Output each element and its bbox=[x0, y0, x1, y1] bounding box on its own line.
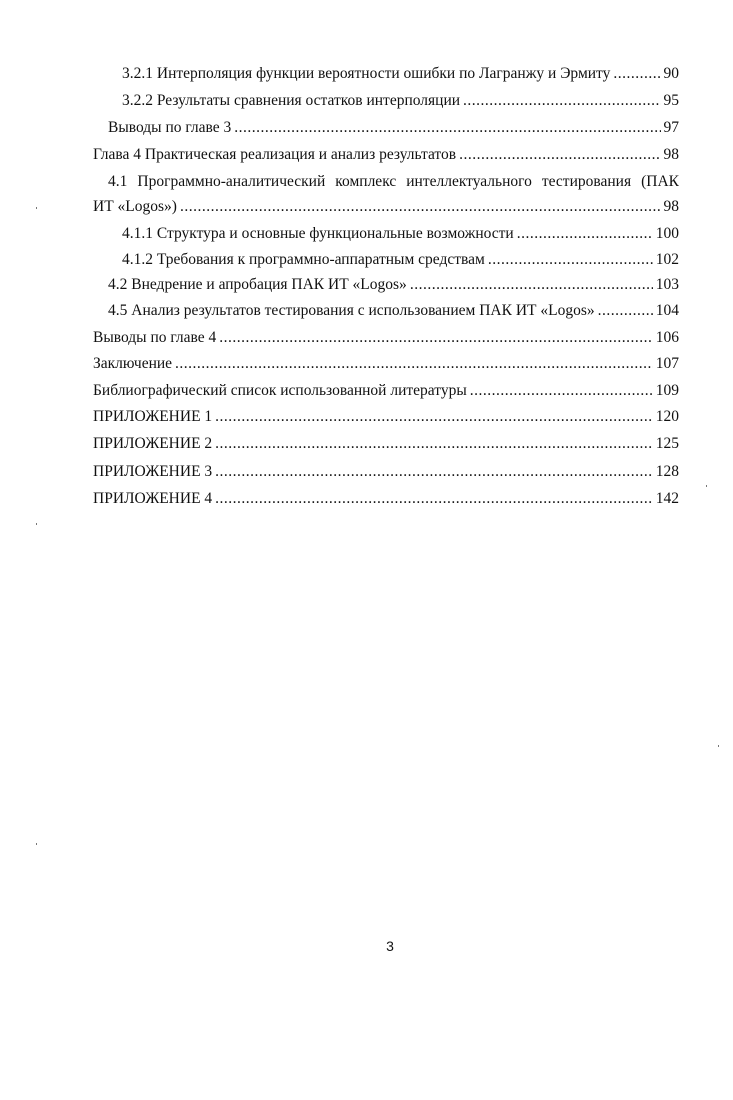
toc-entry-conclusions-chapter-4 bbox=[0, 326, 733, 350]
toc-entry-page: 98 bbox=[663, 198, 679, 215]
toc-entry-4-1-1 bbox=[0, 222, 733, 246]
toc-dot-leader bbox=[517, 222, 653, 246]
toc-dot-leader bbox=[410, 273, 653, 297]
toc-entry-4-1 bbox=[0, 195, 733, 219]
toc-entry-3-2-1 bbox=[0, 62, 733, 86]
scan-speck bbox=[36, 843, 37, 845]
toc-dot-leader bbox=[215, 487, 653, 511]
toc-entry-title: Глава 4 Практическая реализация и анализ результатов bbox=[93, 146, 457, 163]
toc-entry-title: ПРИЛОЖЕНИЕ 2 bbox=[93, 435, 213, 452]
toc-dot-leader bbox=[215, 460, 653, 484]
toc-entry-4-5 bbox=[0, 299, 733, 323]
toc-entry-page: 142 bbox=[655, 490, 679, 507]
toc-entry-title: 4.1.1 Структура и основные функциональные возможности bbox=[122, 225, 514, 242]
toc-entry-page: 109 bbox=[655, 382, 679, 399]
toc-entry-appendix-3 bbox=[0, 460, 733, 484]
scan-speck bbox=[706, 485, 707, 487]
toc-entry-appendix-4 bbox=[0, 487, 733, 511]
toc-entry-page: 103 bbox=[655, 276, 679, 293]
toc-dot-leader bbox=[463, 89, 660, 113]
toc-dot-leader bbox=[215, 432, 653, 456]
toc-entry-page: 104 bbox=[655, 302, 679, 319]
toc-entry-page: 97 bbox=[663, 119, 679, 136]
scan-speck bbox=[36, 523, 37, 525]
toc-dot-leader bbox=[459, 143, 660, 167]
toc-entry-conclusions-chapter-3 bbox=[0, 116, 733, 140]
toc-dot-leader bbox=[598, 299, 653, 323]
toc-entry-page: 90 bbox=[663, 65, 679, 82]
toc-entry-page: 102 bbox=[655, 251, 679, 268]
toc-entry-3-2-2 bbox=[0, 89, 733, 113]
scan-speck bbox=[718, 745, 719, 747]
toc-entry-chapter-4 bbox=[0, 143, 733, 167]
toc-entry-title: 4.5 Анализ результатов тестирования с использованием ПАК ИТ «Logos» bbox=[108, 302, 595, 319]
toc-entry-page: 120 bbox=[655, 408, 679, 425]
toc-entry-title: 3.2.1 Интерполяция функции вероятности ошибки по Лагранжу и Эрмиту bbox=[122, 65, 611, 82]
toc-dot-leader bbox=[613, 62, 660, 86]
toc-entry-appendix-1 bbox=[0, 405, 733, 429]
toc-entry-title: Библиографический список использованной литературы bbox=[93, 382, 467, 399]
page-number: 3 bbox=[386, 938, 394, 954]
toc-entry-title: ПРИЛОЖЕНИЕ 4 bbox=[93, 490, 213, 507]
scan-speck bbox=[36, 207, 37, 209]
toc-entry-title: ПРИЛОЖЕНИЕ 1 bbox=[93, 408, 213, 425]
toc-entry-title: Выводы по главе 4 bbox=[93, 329, 217, 346]
toc-entry-appendix-2 bbox=[0, 432, 733, 456]
toc-entry-page: 100 bbox=[655, 225, 679, 242]
toc-entry-title: Выводы по главе 3 bbox=[108, 119, 232, 136]
toc-entry-title: 4.1.2 Требования к программно-аппаратным средствам bbox=[122, 251, 485, 268]
toc-entry-page: 128 bbox=[655, 463, 679, 480]
toc-entry-title: 4.1 Программно-аналитический комплекс интеллектуального тестирования (ПАК bbox=[108, 173, 679, 190]
toc-dot-leader bbox=[180, 195, 661, 219]
toc-entry-title: 3.2.2 Результаты сравнения остатков интерполяции bbox=[122, 92, 461, 109]
toc-entry-conclusion bbox=[0, 352, 733, 376]
toc-entry-title: ИТ «Logos») bbox=[93, 198, 177, 215]
toc-entry-title: 4.2 Внедрение и апробация ПАК ИТ «Logos» bbox=[108, 276, 407, 293]
toc-entry-4-1-line1 bbox=[0, 170, 733, 194]
toc-entry-title: ПРИЛОЖЕНИЕ 3 bbox=[93, 463, 213, 480]
toc-dot-leader bbox=[234, 116, 660, 140]
toc-entry-page: 125 bbox=[655, 435, 679, 452]
toc-dot-leader bbox=[175, 352, 653, 376]
toc-entry-4-1-2 bbox=[0, 248, 733, 272]
toc-entry-page: 107 bbox=[655, 355, 679, 372]
toc-entry-page: 106 bbox=[655, 329, 679, 346]
toc-entry-4-2 bbox=[0, 273, 733, 297]
toc-dot-leader bbox=[488, 248, 653, 272]
toc-entry-page: 95 bbox=[663, 92, 679, 109]
toc-entry-bibliography bbox=[0, 379, 733, 403]
toc-dot-leader bbox=[219, 326, 652, 350]
toc-dot-leader bbox=[470, 379, 653, 403]
toc-entry-page: 98 bbox=[663, 146, 679, 163]
toc-entry-title: Заключение bbox=[93, 355, 173, 372]
toc-dot-leader bbox=[215, 405, 653, 429]
